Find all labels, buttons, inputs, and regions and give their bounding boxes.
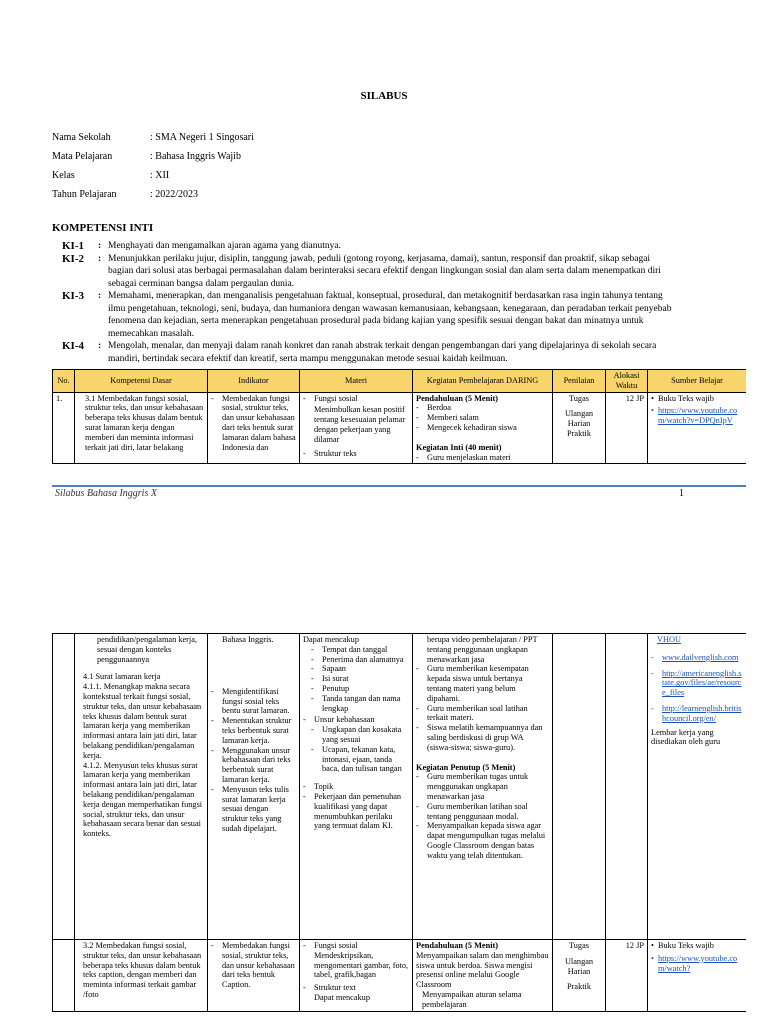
kegiatan-text: Menyampaikan aturan selama pembelajaran <box>422 989 522 1009</box>
cell-no <box>53 634 75 940</box>
ki-code: KI-1 <box>62 240 84 252</box>
column-header: Materi <box>300 370 413 393</box>
sumber-link[interactable]: - http://learnenglish.britishcouncil.org/en/ <box>651 704 743 724</box>
kd-text: pendidikan/pengalaman kerja, sesuai dengan konteks penggunaannya <box>97 635 197 664</box>
materi-item: - Ucapan, tekanan kata, intonasi, ejaan, tanda baca, dan tulisan tangan <box>311 745 409 774</box>
ki-colon: : <box>98 291 102 301</box>
cell-kegiatan <box>413 392 553 464</box>
materi-item: - Fungsi sosial <box>303 394 409 404</box>
ki-colon: : <box>98 341 102 351</box>
identity-row <box>52 185 254 204</box>
ki-code: KI-3 <box>62 290 84 302</box>
identity-key: Kelas <box>52 170 75 181</box>
penilaian-item: Tugas <box>569 393 589 403</box>
ki-text: Memahami, menerapkan, dan menganalisis pengetahuan faktual, konseptual, prosedural, dan metakognitif berdasarkan rasa ingin tahunya tentang ilmu pengetahuan, teknologi, seni, budaya, dan humaniora dengan wawasan kemanusiaan, kebangsaan, kenegaraan, dan peradaban terkait penyebab fenomena dan kejadian, serta menerapkan pengetahuan prosedural pada bidang kajian yang spesifik sesuai dengan bakat dan minatnya untuk memecahkan masalah. <box>108 291 672 339</box>
ki-heading: KOMPETENSI INTI <box>52 222 154 234</box>
kegiatan-item: - Guru memberikan kesempatan kepada siswa untuk bertanya tentang materi yang belum dipahami. <box>416 664 549 703</box>
materi-item: - Penutup <box>311 684 409 694</box>
sumber-item: • Buku Teks wajib <box>651 394 743 404</box>
penilaian-item: Tugas <box>569 941 589 950</box>
ki-colon: : <box>98 253 102 264</box>
kd-text: 4.1 Surat lamaran kerja <box>83 672 161 682</box>
kegiatan-item: - Guru memberikan soal latihan terkait materi. <box>416 704 549 724</box>
kegiatan-item: - Siswa melatih kemampuannya dan saling berdiskusi di grup WA (siswa-siswa; siswa-guru). <box>416 723 549 752</box>
materi-item: - Tanda tangan dan nama lengkap <box>311 694 409 714</box>
penilaian-item: Praktik <box>567 428 591 438</box>
materi-item: - Pekerjaan dan pemenuhan kualifikasi yang dapat menumbuhkan perilaku yang termuat dalam KI. <box>303 792 409 831</box>
materi-item: - Unsur kebahasaan <box>303 715 409 725</box>
indikator-item: - Membedakan fungsi sosial, struktur teks, dan unsur kebahasaan dari teks bentuk surat lamaran dalam bahasa Indonesia dan <box>211 394 296 453</box>
identity-value: : SMA Negeri 1 Singosari <box>150 132 254 143</box>
kd-text: 4.1.1. Menangkap makna secara kontekstual terkait fungsi sosial, struktur teks, dan unsur kebahasaan teks khusus dalam bentuk surat lamaran kerja yang memberikan informasi antara lain jati diri, latar belakang pendidikan/pengalaman kerja. <box>83 682 202 760</box>
column-header: Sumber Belajar <box>648 370 747 393</box>
identity-row <box>52 166 254 185</box>
identity-value: : 2022/2023 <box>150 189 199 200</box>
materi-item: - Fungsi sosial <box>303 941 409 951</box>
column-header: Kompetensi Dasar <box>75 370 208 393</box>
sumber-link[interactable]: • https://www.youtube.com/watch? <box>651 954 743 974</box>
sumber-link[interactable]: VHOU <box>657 635 681 644</box>
materi-item: - Tempat dan tanggal <box>311 645 409 655</box>
materi-desc: Menimbulkan kesan positif tentang kesesuaian pelamar dengan pekerjaan yang dilamar <box>314 405 406 444</box>
identity-row <box>52 128 254 147</box>
ki-item <box>62 253 672 291</box>
materi-item: - Sapaan <box>311 664 409 674</box>
materi-text: Dapat mencakup <box>303 635 359 644</box>
indikator-item: - Menggunakan unsur kebahasaan dari teks berbentuk surat lamaran kerja. <box>211 746 296 785</box>
column-header: Kegiatan Pembelajaran DARING <box>413 370 553 393</box>
penilaian-item: Praktik <box>567 982 591 992</box>
cell-penilaian <box>553 392 606 464</box>
penutup-heading: Kegiatan Penutup (5 Menit) <box>416 762 516 772</box>
kd-text: 4.1.2. Menyusun teks khusus surat lamaran kerja yang memberikan informasi antara lain jati diri, latar belakang pendidikan/pengalaman kerja dengan memperhatikan fungsi social, struktur teks, dan unsur kebahasaan secara benar dan sesuai konteks. <box>83 760 203 839</box>
kegiatan-item: - Mengecek kehadiran siswa <box>416 423 549 433</box>
cell-materi <box>300 392 413 464</box>
footer-rule <box>52 485 746 487</box>
inti-heading: Kegiatan Inti (40 menit) <box>416 442 502 452</box>
column-header: No. <box>53 370 75 393</box>
kegiatan-item: - Guru menjelaskan materi <box>416 453 549 463</box>
syllabus-table-page1 <box>52 369 746 479</box>
materi-item: - Struktur text <box>303 983 409 993</box>
sumber-link[interactable]: • https://www.youtube.com/watch?v=DPQnIpV <box>651 406 743 426</box>
sumber-text: Lembar kerja yang disediakan oleh guru <box>651 727 721 747</box>
sumber-item: • Buku Teks wajib <box>651 941 743 951</box>
ki-item <box>62 240 672 253</box>
cell-alokasi: 12 JP <box>606 392 648 464</box>
ki-text: Mengolah, menalar, dan menyaji dalam ranah konkret dan ranah abstrak terkait dengan pengembangan dari yang dipelajarinya di sekolah secara mandiri, bertindak secara efektif dan kreatif, serta mampu menggunakan metode sesuai kaidah keilmuan. <box>108 341 657 364</box>
kegiatan-text: Menyampaikan salam dan menghimbau siswa untuk berdoa. Siswa mengisi presensi online melalui Google Classroom <box>416 950 549 990</box>
identity-row <box>52 147 254 166</box>
materi-item: - Struktur teks <box>303 449 409 459</box>
cell-indikator <box>208 940 300 1012</box>
ki-code: KI-2 <box>62 252 84 265</box>
pendahuluan-heading: Pendahuluan (5 Menit) <box>416 941 499 950</box>
pendahuluan-heading: Pendahuluan (5 Menit) <box>416 393 499 403</box>
cell-kd: 3.2 Membedakan fungsi sosial, struktur teks, dan unsur kebahasaan beberapa teks khusus dalam bentuk teks caption, dengan memberi dan meminta informasi terkait gambar /foto <box>75 940 208 1012</box>
identity-key: Mata Pelajaran <box>52 151 113 162</box>
penilaian-item: Ulangan Harian <box>564 956 594 976</box>
identity-value: : Bahasa Inggris Wajib <box>150 151 241 162</box>
cell-sumber <box>648 634 747 940</box>
footer-title: Silabus Bahasa Inggris X <box>55 488 157 499</box>
ki-item <box>62 290 672 340</box>
sumber-link[interactable]: - http://americanenglish.state.gov/files/ae/resource_files <box>651 669 743 698</box>
identity-value: : XII <box>150 170 170 181</box>
materi-item: - Ungkapan dan kosakata yang sesuai <box>311 725 409 745</box>
sumber-link[interactable]: - www.dailvenglish.com <box>651 653 743 663</box>
cell-kegiatan <box>413 634 553 940</box>
syllabus-table-page2 <box>52 633 746 1023</box>
ki-colon: : <box>98 241 102 251</box>
kegiatan-text: berupa video pembelajaran / PPT tentang penggunaan ungkapan menawarkan jasa <box>427 635 538 664</box>
cell-indikator <box>208 634 300 940</box>
indikator-item: - Menyusun teks tulis surat lamaran kerja sesuai dengan struktur teks yang sudah dipelajari. <box>211 785 296 834</box>
indikator-item: - Menentukan struktur teks berbentuk surat lamaran kerja. <box>211 716 296 745</box>
kegiatan-item: - Berdoa <box>416 403 549 413</box>
materi-desc: Dapat mencakup <box>314 992 370 1002</box>
cell-kd <box>75 634 208 940</box>
materi-desc: Mendeskripsikan, mengomentari gambar, foto, tabel, grafik,bagan <box>314 950 409 980</box>
page-title: SILABUS <box>360 90 408 102</box>
cell-indikator <box>208 392 300 464</box>
cell-alokasi: 12 JP <box>606 940 648 1012</box>
kegiatan-item: - Guru memberikan latihan soal tentang penggunaan modal. <box>416 802 549 822</box>
cell-kd: 3.1 Membedakan fungsi sosial, struktur teks, dan unsur kebahasaan beberapa teks khusus dalam bentuk surat lamaran kerja dengan memberi dan meminta informasi terkait jati diri, latar belakang <box>75 392 208 464</box>
materi-item: - Topik <box>303 782 409 792</box>
cell-sumber <box>648 392 747 464</box>
ki-text: Menghayati dan mengamalkan ajaran agama yang dianutnya. <box>108 241 341 251</box>
identity-key: Tahun Pelajaran <box>52 189 117 200</box>
cell-penilaian <box>553 634 606 940</box>
ki-code: KI-4 <box>62 340 84 352</box>
materi-item: - Penerima dan alamatnya <box>311 655 409 665</box>
indikator-item: - Mengidentifikasi fungsi sosial teks bentu surat lamaran. <box>211 687 296 716</box>
column-header: Alokasi Waktu <box>606 370 648 393</box>
cell-penilaian <box>553 940 606 1012</box>
page-number: 1 <box>679 488 684 499</box>
kegiatan-item: - Menyampaikan kepada siswa agar dapat mengumpulkan tugas melalui Google Classroom dengan batas waktu yang telah ditentukan. <box>416 821 549 860</box>
materi-item: - Isi surat <box>311 674 409 684</box>
cell-alokasi <box>606 634 648 940</box>
kegiatan-item: - Guru memberikan tugas untuk menggunakan ungkapan menawarkan jasa <box>416 772 549 801</box>
cell-materi <box>300 634 413 940</box>
penilaian-item: Ulangan Harian <box>564 409 594 429</box>
column-header: Indikator <box>208 370 300 393</box>
cell-materi <box>300 940 413 1012</box>
identity-key: Nama Sekolah <box>52 132 111 143</box>
indikator-text: Bahasa Inggris. <box>222 635 274 644</box>
column-header: Penilaian <box>553 370 606 393</box>
identity-block <box>52 128 254 204</box>
cell-kegiatan <box>413 940 553 1012</box>
ki-text: Menunjukkan perilaku jujur, disiplin, tanggung jawab, peduli (gotong royong, kerjasama, damai), santun, responsif dan proaktif, sikap sebagai bagian dari solusi atas berbagai permasalahan dalam berinteraksi secara efektif dengan lingkungan sosial dan alam serta dalam menempatkan diri sebagai cerminan bangsa dalam pergaulan dunia. <box>108 253 661 289</box>
cell-sumber <box>648 940 747 1012</box>
ki-list <box>62 240 672 365</box>
cell-no: 1. <box>53 392 75 464</box>
indikator-item: - Membedakan fungsi sosial, struktur teks, dan unsur kebahasaan dari teks bentuk Caption. <box>211 941 296 990</box>
kegiatan-item: - Memberi salam <box>416 413 549 423</box>
cell-no <box>53 940 75 1012</box>
ki-item <box>62 340 672 365</box>
